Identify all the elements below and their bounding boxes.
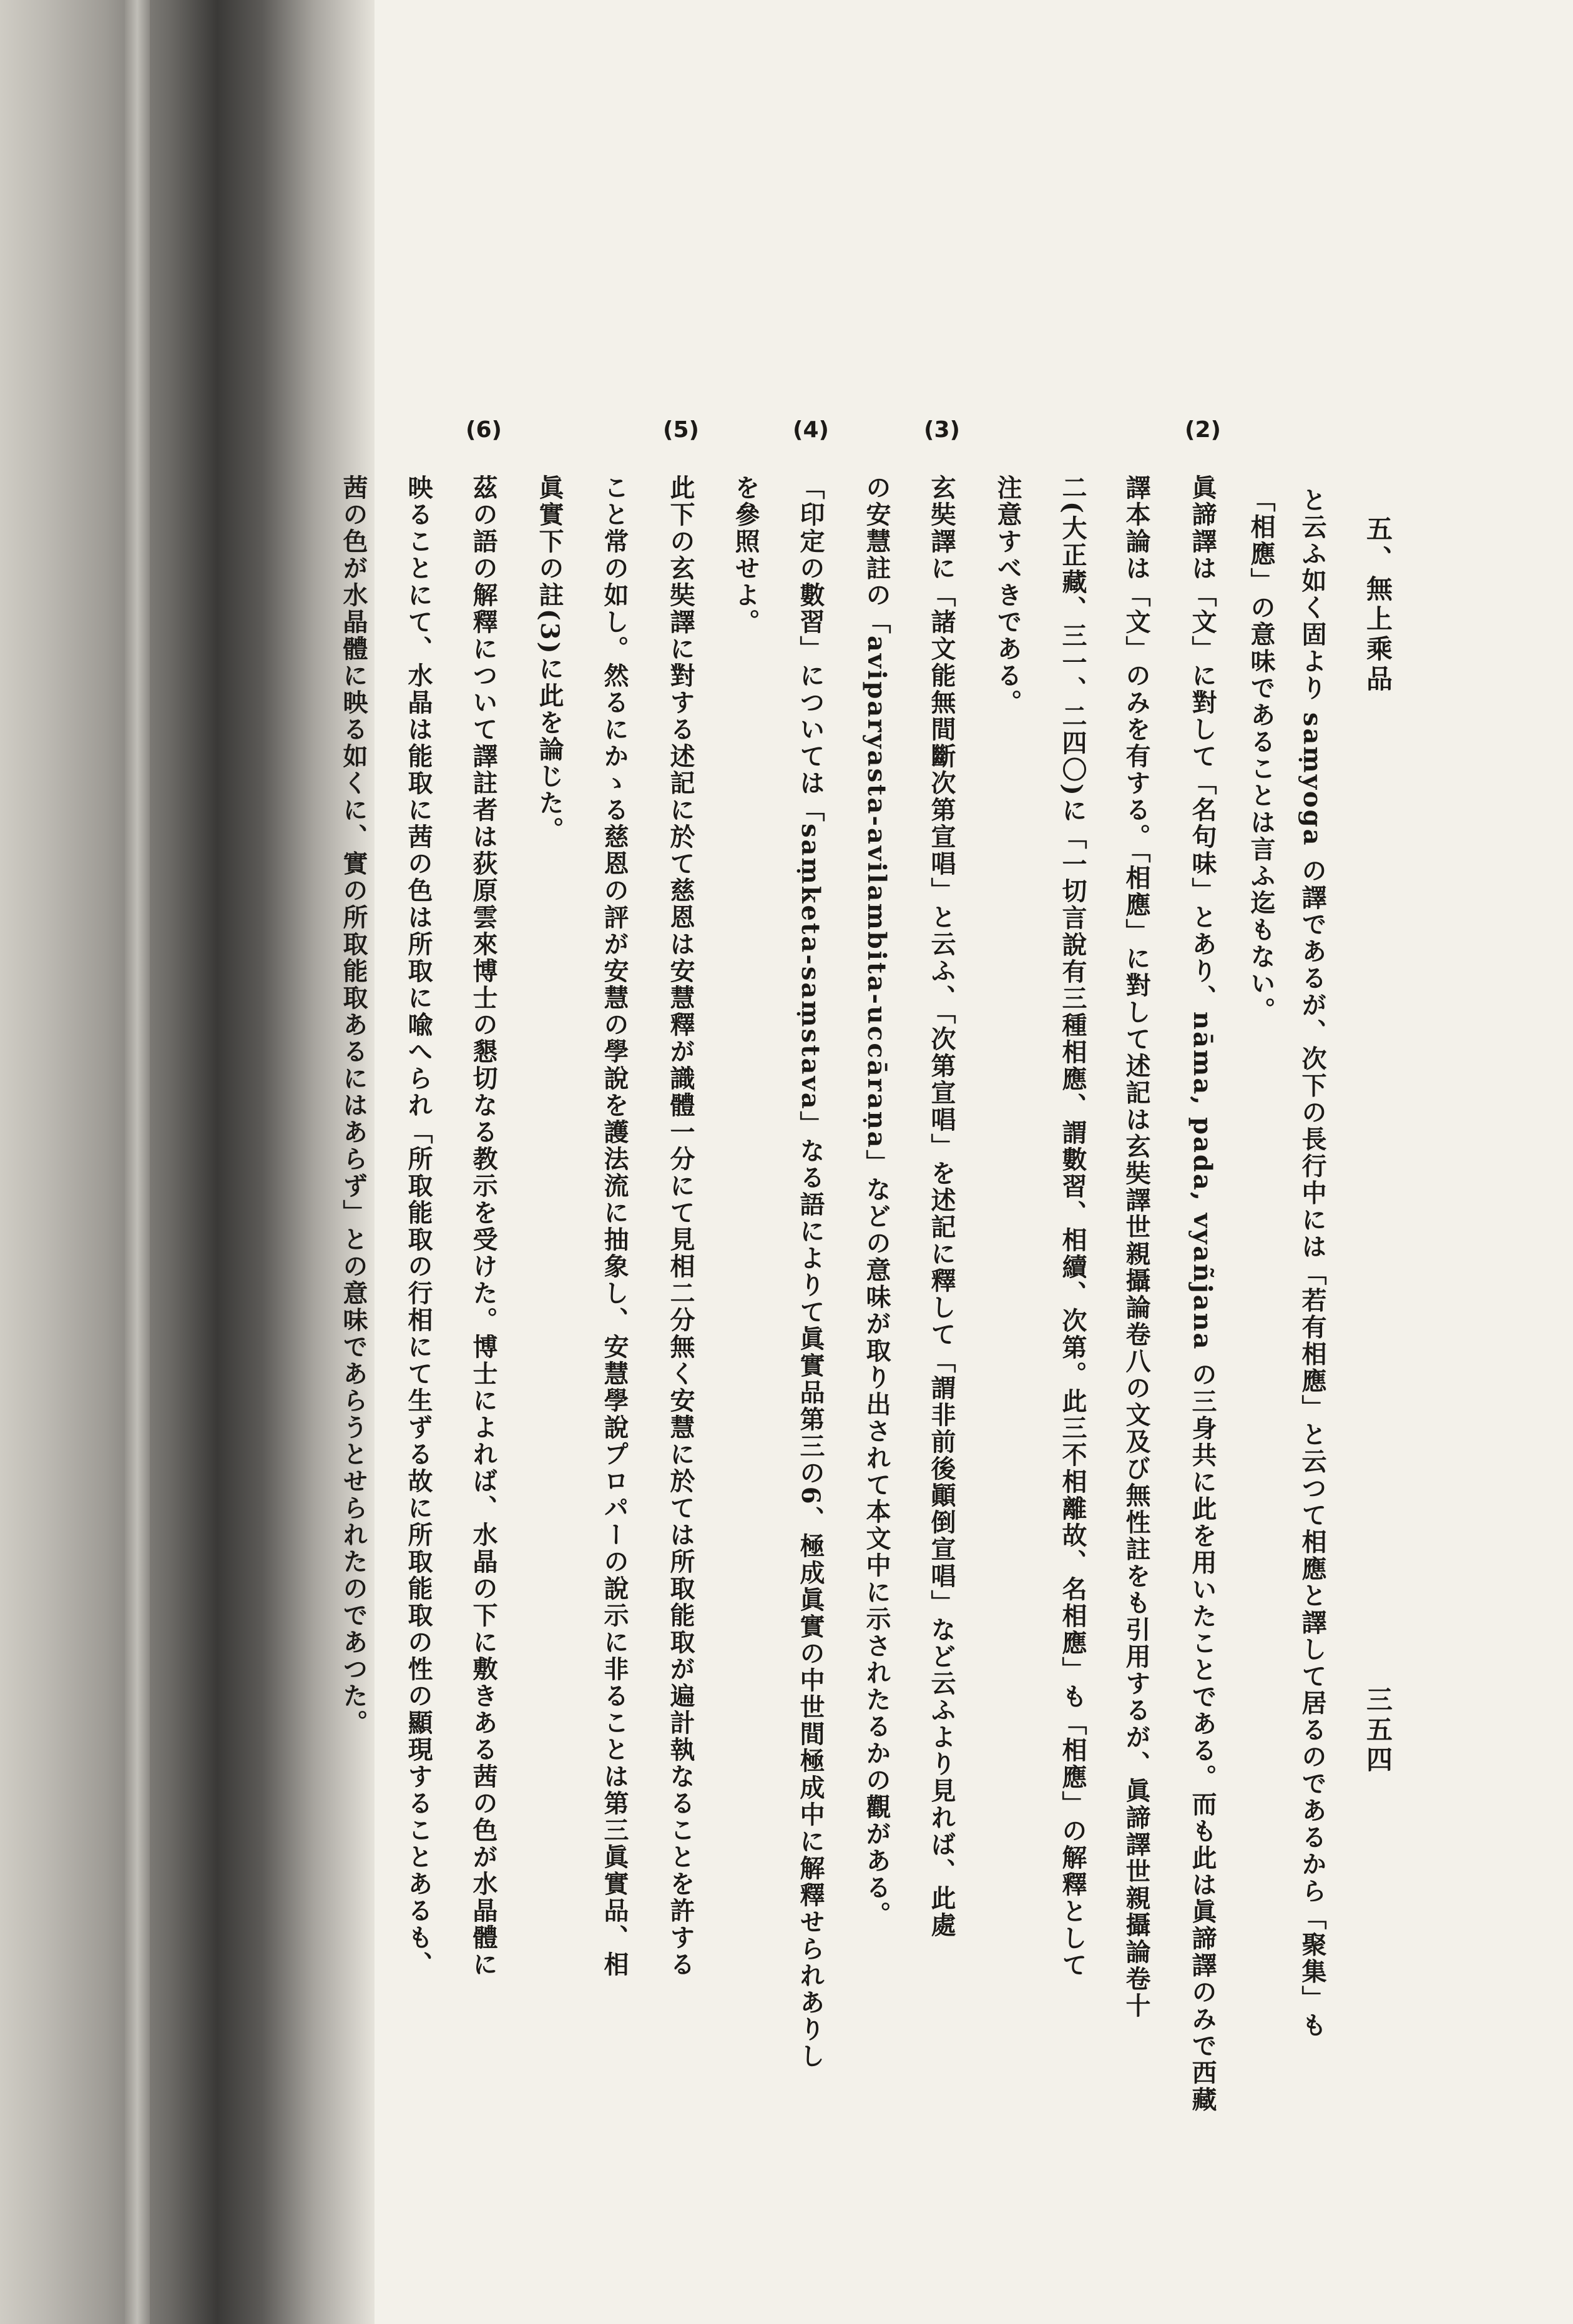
book-gutter-shadow — [0, 0, 375, 2324]
text-column: 映ることにて、水晶は能取に茜の色は所取に喩へられ「所取能取の行相にて生ずる故に所取能取の性の顯現することあるも、 — [404, 475, 433, 1978]
text-column: 二(大正藏、三一、二四〇)に「一切言說有三種相應、謂數習、相續、次第。此三不相離故、名相應」も「相應」の解釋として — [1058, 475, 1087, 1979]
chapter-heading: 五、無上乘品 — [1363, 515, 1393, 695]
text-column: 「相應」の意味であることは言ふ迄もない。 — [1247, 487, 1276, 1024]
text-column: と云ふ如く固より saṃyoga の譯であるが、次下の長行中には「若有相應」と云つて相應と譯して居るのであるから「聚集」も — [1298, 487, 1327, 2039]
text-column: 茜の色が水晶體に映る如くに、實の所取能取あるにはあらず」との意味であらうとせられたのであつた。 — [339, 475, 368, 1736]
text-column: 玄奘譯に「諸文能無間斷次第宣唱」と云ふ、「次第宣唱」を述記に釋して「謂非前後顚倒宣唱」など云ふより見れば、此處 — [927, 475, 956, 1939]
note-number-5: (5) — [663, 417, 699, 443]
text-column: の安慧註の「aviparyasta-avilambita-uccāraṇa」などの意味が取り出されて本文中に示されたるかの觀がある。 — [862, 475, 891, 1928]
text-column: を參照せよ。 — [731, 475, 760, 636]
text-column: 「印定の數習」については「saṃketa-saṃstava」なる語によりて眞實品第三の6、極成眞實の中世間極成中に解釋せられありし — [796, 475, 825, 2070]
gutter-streak — [125, 0, 150, 2324]
text-column: 眞實下の註(3)に此を論じた。 — [535, 475, 564, 844]
text-column: 此下の玄奘譯に對する述記に於て慈恩は安慧釋が識體一分にて見相二分無く安慧に於ては所取能取が遍計執なることを許する — [666, 475, 695, 1978]
note-number-2: (2) — [1185, 417, 1221, 443]
text-column: 眞諦譯は「文」に對して「名句味」とあり、nāma, pada, vyañjana の三身共に此を用いたことである。而も此は眞諦譯のみで西藏 — [1188, 475, 1217, 2114]
text-column: こと常の如し。然るにかゝる慈恩の評が安慧の學說を護法流に抽象し、安慧學說プロパーの說示に非ることは第三眞實品、相 — [600, 475, 629, 1978]
note-number-4: (4) — [793, 417, 829, 443]
text-column: 茲の語の解釋について譯註者は荻原雲來博士の懇切なる教示を受けた。博士によれば、水晶の下に敷きある茜の色が水晶體に — [469, 475, 498, 1978]
text-column: 注意すべきである。 — [993, 475, 1022, 716]
note-number-3: (3) — [924, 417, 960, 443]
note-number-6: (6) — [466, 417, 502, 443]
text-column: 譯本論は「文」のみを有する。「相應」に對して述記は玄奘譯世親攝論卷八の文及び無性註をも引用するが、眞諦譯世親攝論卷十 — [1122, 475, 1151, 2019]
page-number: 三五四 — [1363, 1686, 1393, 1776]
